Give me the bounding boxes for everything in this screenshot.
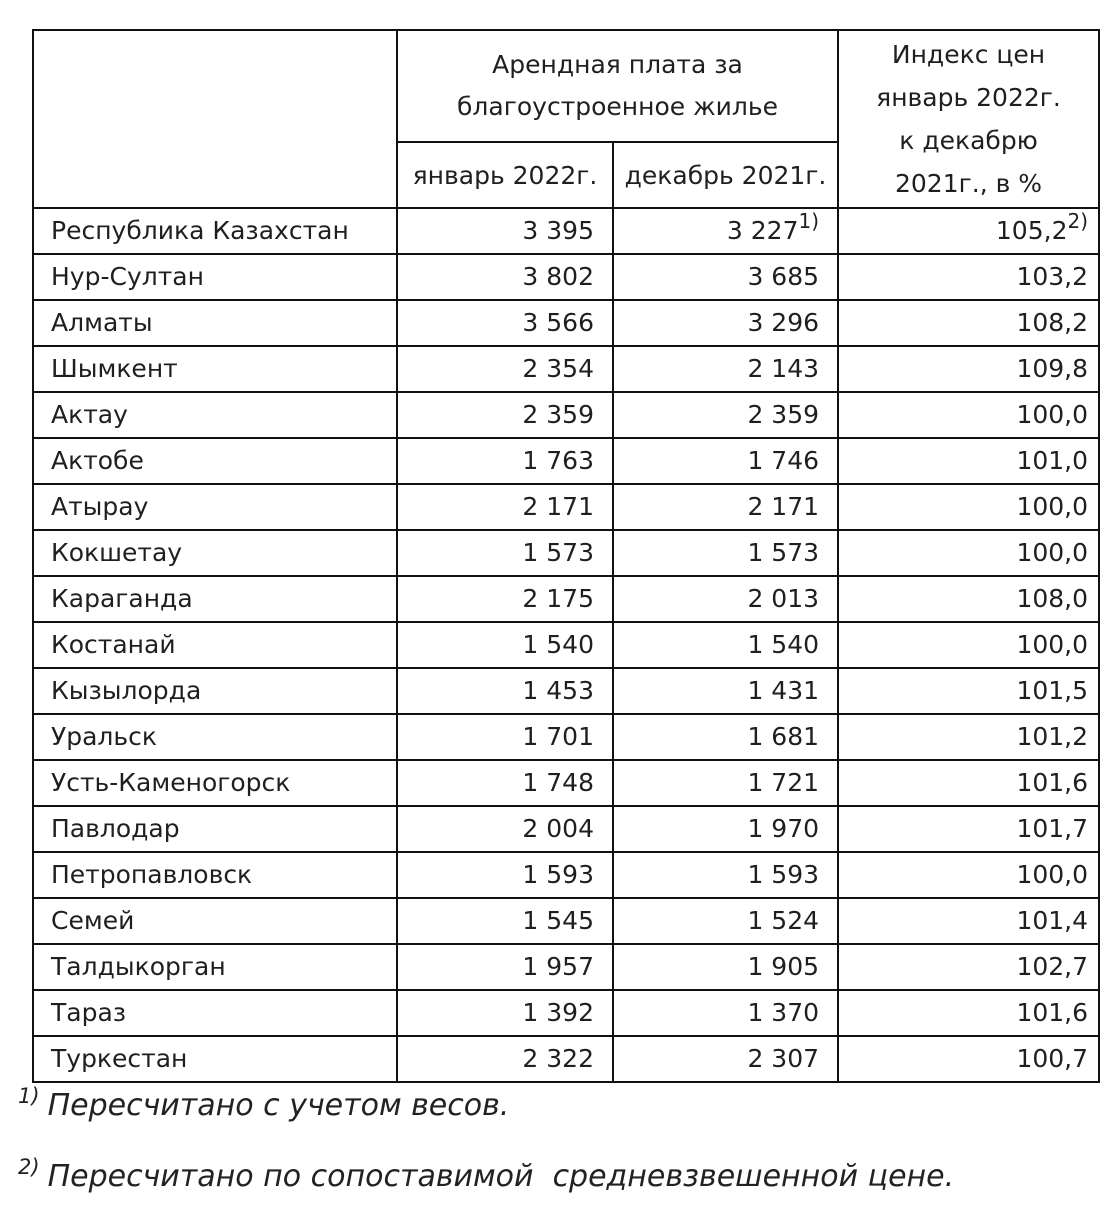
footnote-2-mark: 2)	[18, 1155, 40, 1179]
footnote-1-text: Пересчитано с учетом весов.	[47, 1088, 510, 1123]
table-row	[33, 208, 1099, 254]
rent-dec-2021-cell	[613, 576, 838, 622]
price-index-cell	[838, 622, 1099, 668]
rent-dec-2021-cell	[613, 668, 838, 714]
rent-dec-2021: 3 227	[726, 216, 799, 245]
rent-dec-2021-cell	[613, 852, 838, 898]
table-row	[33, 484, 1099, 530]
price-index: 101,0	[1016, 446, 1089, 475]
price-index: 108,2	[1016, 308, 1089, 337]
rent-jan-2022: 1 545	[397, 898, 613, 944]
table-row	[33, 760, 1099, 806]
table-row	[33, 530, 1099, 576]
rent-dec-2021-cell	[613, 346, 838, 392]
rent-jan-2022: 2 359	[397, 392, 613, 438]
rent-dec-2021: 1 721	[747, 768, 820, 797]
price-index: 100,7	[1016, 1044, 1089, 1073]
price-index-cell	[838, 852, 1099, 898]
header-index-line3: к декабрю	[899, 126, 1038, 155]
rent-dec-2021-cell	[613, 208, 838, 254]
region-name: Семей	[33, 898, 397, 944]
table-row	[33, 346, 1099, 392]
price-index: 100,0	[1016, 400, 1089, 429]
region-name: Павлодар	[33, 806, 397, 852]
region-name: Актау	[33, 392, 397, 438]
rent-dec-2021: 3 296	[747, 308, 820, 337]
price-index: 101,6	[1016, 998, 1089, 1027]
price-index-cell	[838, 714, 1099, 760]
rent-dec-2021-cell	[613, 806, 838, 852]
price-index-cell	[838, 346, 1099, 392]
price-index-cell	[838, 1036, 1099, 1082]
price-index-cell	[838, 392, 1099, 438]
rent-dec-2021: 1 573	[747, 538, 820, 567]
header-region-cell	[33, 30, 397, 208]
header-col-dec: декабрь 2021г.	[613, 142, 838, 208]
region-name: Шымкент	[33, 346, 397, 392]
rent-jan-2022: 1 392	[397, 990, 613, 1036]
rent-dec-2021-cell	[613, 530, 838, 576]
footnote-2-text: Пересчитано по сопоставимой средневзвешенной цене.	[47, 1159, 955, 1194]
header-index-line2: январь 2022г.	[876, 83, 1061, 112]
table-row	[33, 438, 1099, 484]
region-name: Нур-Султан	[33, 254, 397, 300]
region-name: Кызылорда	[33, 668, 397, 714]
rent-dec-2021: 1 970	[747, 814, 820, 843]
region-name: Туркестан	[33, 1036, 397, 1082]
footnotes	[18, 1084, 955, 1194]
price-index-cell	[838, 760, 1099, 806]
rent-jan-2022: 1 957	[397, 944, 613, 990]
rent-jan-2022: 2 171	[397, 484, 613, 530]
rent-dec-2021: 3 685	[747, 262, 820, 291]
region-name: Костанай	[33, 622, 397, 668]
rent-jan-2022: 2 354	[397, 346, 613, 392]
region-name: Караганда	[33, 576, 397, 622]
rent-jan-2022: 1 540	[397, 622, 613, 668]
price-index-cell	[838, 576, 1099, 622]
header-index-line4: 2021г., в %	[894, 169, 1043, 198]
price-index-cell	[838, 254, 1099, 300]
rent-dec-2021-cell	[613, 1036, 838, 1082]
rent-dec-2021-cell	[613, 990, 838, 1036]
price-index: 103,2	[1016, 262, 1089, 291]
rent-dec-2021-cell	[613, 714, 838, 760]
rent-jan-2022: 2 004	[397, 806, 613, 852]
rent-dec-2021: 1 905	[747, 952, 820, 981]
price-index: 101,5	[1016, 676, 1089, 705]
rent-dec-2021: 2 143	[747, 354, 820, 383]
price-index: 101,6	[1016, 768, 1089, 797]
price-index-cell	[838, 208, 1099, 254]
table-row	[33, 576, 1099, 622]
region-name: Республика Казахстан	[33, 208, 397, 254]
rent-dec-2021: 1 746	[747, 446, 820, 475]
rent-dec-2021: 2 359	[747, 400, 820, 429]
price-index: 109,8	[1016, 354, 1089, 383]
header-index-line1: Индекс цен	[891, 40, 1046, 69]
table-header	[33, 30, 1099, 208]
rent-dec-2021-cell	[613, 760, 838, 806]
rent-dec-2021: 1 681	[747, 722, 820, 751]
price-index-cell	[838, 300, 1099, 346]
rent-dec-2021: 2 013	[747, 584, 820, 613]
rent-jan-2022: 1 573	[397, 530, 613, 576]
price-index-cell	[838, 484, 1099, 530]
price-index-cell	[838, 530, 1099, 576]
region-name: Петропавловск	[33, 852, 397, 898]
table-row	[33, 668, 1099, 714]
header-index	[838, 30, 1099, 208]
price-index-cell	[838, 668, 1099, 714]
rent-jan-2022: 3 802	[397, 254, 613, 300]
rent-dec-2021: 2 171	[747, 492, 820, 521]
rent-dec-2021: 1 540	[747, 630, 820, 659]
table-body	[33, 208, 1099, 1082]
price-index: 108,0	[1016, 584, 1089, 613]
table-row	[33, 898, 1099, 944]
rent-dec-2021: 2 307	[747, 1044, 820, 1073]
rent-dec-2021-cell	[613, 254, 838, 300]
price-index: 100,0	[1016, 538, 1089, 567]
footnote-1-mark: 1)	[18, 1084, 40, 1108]
rent-jan-2022: 3 395	[397, 208, 613, 254]
price-index: 101,2	[1016, 722, 1089, 751]
rent-dec-2021: 1 431	[747, 676, 820, 705]
table-row	[33, 254, 1099, 300]
table-row	[33, 392, 1099, 438]
price-index: 102,7	[1016, 952, 1089, 981]
table-row	[33, 300, 1099, 346]
price-index: 100,0	[1016, 860, 1089, 889]
table-row	[33, 852, 1099, 898]
table-row	[33, 622, 1099, 668]
rent-jan-2022: 1 701	[397, 714, 613, 760]
region-name: Талдыкорган	[33, 944, 397, 990]
rent-dec-2021-cell	[613, 438, 838, 484]
rent-dec-2021: 1 593	[747, 860, 820, 889]
rent-dec-2021-cell	[613, 622, 838, 668]
region-name: Уральск	[33, 714, 397, 760]
price-index-cell	[838, 438, 1099, 484]
header-rent-line2: благоустроенное жилье	[457, 92, 778, 121]
price-index: 100,0	[1016, 630, 1089, 659]
region-name: Тараз	[33, 990, 397, 1036]
rent-jan-2022: 2 322	[397, 1036, 613, 1082]
rent-jan-2022: 1 763	[397, 438, 613, 484]
header-rent-line1: Арендная плата за	[492, 50, 743, 79]
footnote-2	[18, 1155, 955, 1194]
rent-dec-2021-cell	[613, 300, 838, 346]
header-rent-group	[397, 30, 838, 142]
rent-dec-2021-cell	[613, 944, 838, 990]
table-row	[33, 806, 1099, 852]
footnote-ref: 1)	[798, 209, 820, 233]
price-index-cell	[838, 806, 1099, 852]
price-index: 100,0	[1016, 492, 1089, 521]
rent-jan-2022: 2 175	[397, 576, 613, 622]
rent-table	[32, 29, 1100, 1083]
region-name: Актобе	[33, 438, 397, 484]
rent-dec-2021: 1 370	[747, 998, 820, 1027]
price-index: 105,2	[995, 216, 1068, 245]
price-index: 101,4	[1016, 906, 1089, 935]
table-row	[33, 944, 1099, 990]
footnote-1	[18, 1084, 954, 1123]
rent-jan-2022: 1 453	[397, 668, 613, 714]
price-index-cell	[838, 898, 1099, 944]
table-row	[33, 714, 1099, 760]
rent-dec-2021-cell	[613, 898, 838, 944]
rent-jan-2022: 1 748	[397, 760, 613, 806]
table-row	[33, 990, 1099, 1036]
rent-jan-2022: 3 566	[397, 300, 613, 346]
header-col-jan: январь 2022г.	[397, 142, 613, 208]
price-index: 101,7	[1016, 814, 1089, 843]
region-name: Атырау	[33, 484, 397, 530]
region-name: Алматы	[33, 300, 397, 346]
region-name: Усть-Каменогорск	[33, 760, 397, 806]
footnote-ref: 2)	[1067, 209, 1089, 233]
region-name: Кокшетау	[33, 530, 397, 576]
price-index-cell	[838, 990, 1099, 1036]
rent-dec-2021-cell	[613, 392, 838, 438]
rent-dec-2021: 1 524	[747, 906, 820, 935]
rent-dec-2021-cell	[613, 484, 838, 530]
table-row	[33, 1036, 1099, 1082]
price-index-cell	[838, 944, 1099, 990]
rent-jan-2022: 1 593	[397, 852, 613, 898]
